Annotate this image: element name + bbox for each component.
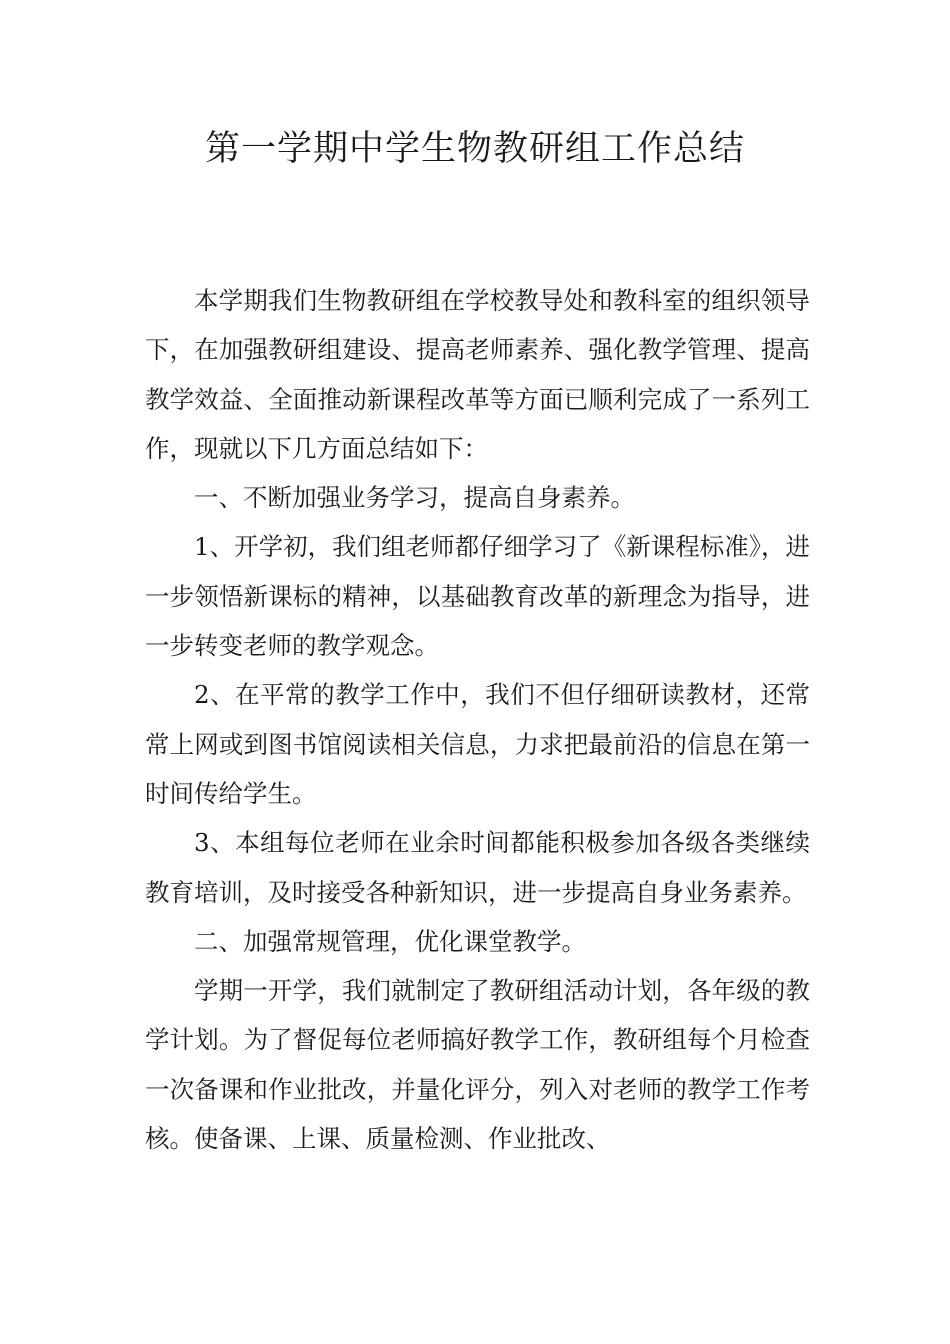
list-item-2: 2、在平常的教学工作中，我们不但仔细研读教材，还常常上网或到图书馆阅读相关信息，力求把最前沿的信息在第一时间传给学生。 <box>145 680 810 808</box>
section-heading-2: 二、加强常规管理，优化课堂教学。 <box>194 926 586 956</box>
list-item-3: 3、本组每位老师在业余时间都能积极参加各级各类继续教育培训，及时接受各种新知识，进一步提高自身业务素养。 <box>145 828 810 907</box>
document-title: 第一学期中学生物教研组工作总结 <box>204 129 745 169</box>
document-body <box>145 276 810 1163</box>
section-heading-1: 一、不断加强业务学习，提高自身素养。 <box>194 483 635 513</box>
intro-paragraph: 本学期我们生物教研组在学校教导处和教科室的组织领导下，在加强教研组建设、提高老师素养、强化教学管理、提高教学效益、全面推动新课程改革等方面已顺利完成了一系列工作，现就以下几方面总结如下： <box>145 286 810 463</box>
list-item-1: 1、开学初，我们组老师都仔细学习了《新课程标准》，进一步领悟新课标的精神，以基础教育改革的新理念为指导，进一步转变老师的教学观念。 <box>145 532 810 661</box>
section-2-paragraph: 学期一开学，我们就制定了教研组活动计划，各年级的教学计划。为了督促每位老师搞好教学工作，教研组每个月检查一次备课和作业批改，并量化评分，列入对老师的教学工作考核。使备课、上课、质量检测、作业批改、 <box>145 976 810 1154</box>
